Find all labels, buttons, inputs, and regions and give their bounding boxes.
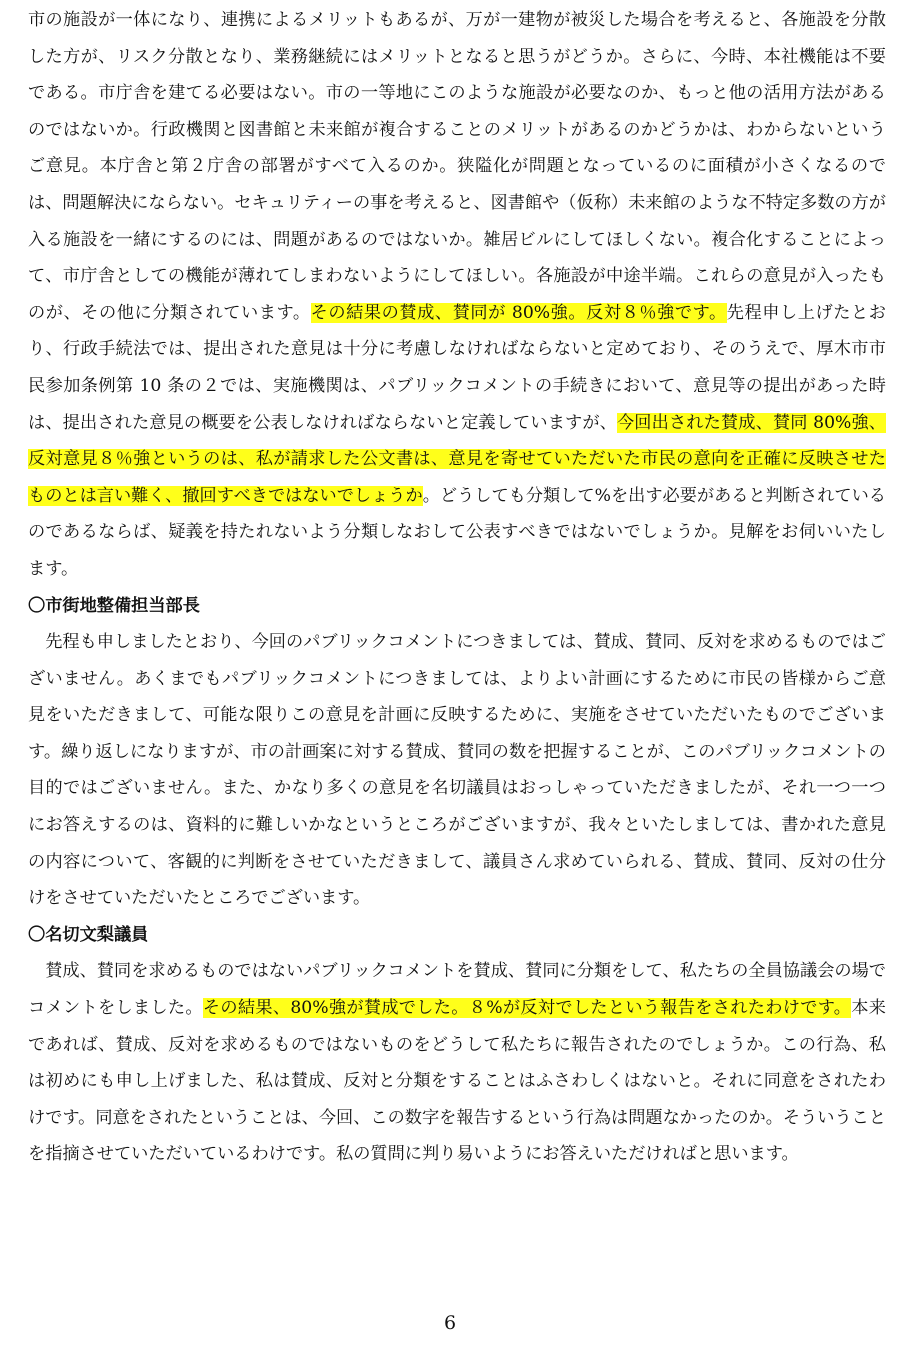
page-content [28, 2, 886, 1173]
highlight-reported-result: その結果、80%強が賛成でした。８%が反対でしたという報告をされたわけです。 [202, 998, 852, 1019]
paragraph-councilor-question [28, 953, 886, 1173]
paragraph1-text2: 先程申し上げたとおり、行政手続法では、提出された意見は十分に考慮しなければならないと定めており、そのうえで、厚木市市民参加条例第 10 条の２では、実施機関は、パブリックコメントの手続きにおいて、意見等の提出があった時は、提出された意見の概要を公表しなければならないと定義していますが、 [28, 302, 886, 433]
highlight-withdraw-request: 今回出された賛成、賛同 80%強、反対意見８％強というのは、私が請求した公文書は、意見を寄せていただいた市民の意向を正確に反映させたものとは言い難く、撤回すべきではないでしょうか [28, 412, 886, 506]
paragraph1-text3: 。どうしても分類して%を出す必要があると判断されているのであるならば、疑義を持たれないよう分類しなおして公表すべきではないでしょうか。見解をお伺いいたします。 [28, 485, 886, 579]
paragraph3-text2: 本来であれば、賛成、反対を求めるものではないものをどうして私たちに報告されたのでしょうか。この行為、私は初めにも申し上げました、私は賛成、反対と分類をすることはふさわしくはないと。それに同意をされたわけです。同意をされたということは、今回、この数字を報告するという行為は問題なかったのか。そういうことを指摘させていただいているわけです。私の質問に判り易いようにお答えいただければと思います。 [28, 998, 887, 1165]
speaker-heading-director: 〇市街地整備担当部長 [28, 595, 200, 616]
paragraph-director-answer: 先程も申しましたとおり、今回のパブリックコメントにつきましては、賛成、賛同、反対を求めるものではございません。あくまでもパブリックコメントにつきましては、よりよい計画にするために市民の皆様からご意見をいただきまして、可能な限りこの意見を計画に反映するために、実施をさせていただいたものでございます。繰り返しになりますが、市の計画案に対する賛成、賛同の数を把握することが、このパブリックコメントの目的ではございません。また、かなり多くの意見を名切議員はおっしゃっていただきましたが、それ一つ一つにお答えするのは、資料的に難しいかなというところがございますが、我々といたしましては、書かれた意見の内容について、客観的に判断をさせていただきまして、議員さん求めていられる、賛成、賛同、反対の仕分けをさせていただいたところでございます。 [28, 632, 886, 909]
paragraph-question-continued [28, 2, 886, 588]
highlight-result-percent: その結果の賛成、賛同が 80%強。反対８％強です。 [310, 302, 727, 323]
speaker-heading-councilor: 〇名切文梨議員 [28, 924, 149, 945]
paragraph3-text1: 賛成、賛同を求めるものではないパブリックコメントを賛成、賛同に分類をして、私たちの全員協議会の場でコメントをしました。 [28, 961, 886, 1019]
page-number: 6 [443, 1312, 457, 1334]
paragraph1-text1: 市の施設が一体になり、連携によるメリットもあるが、万が一建物が被災した場合を考えると、各施設を分散した方が、リスク分散となり、業務継続にはメリットとなると思うがどうか。さらに、今時、本社機能は不要である。市庁舎を建てる必要はない。市の一等地にこのような施設が必要なのか、もっと他の活用方法があるのではないか。行政機関と図書館と未来館が複合することのメリットがあるのかどうかは、わからないというご意見。本庁舎と第２庁舎の部署がすべて入るのか。狭隘化が問題となっているのに面積が小さくなるのでは、問題解決にならない。セキュリティーの事を考えると、図書館や（仮称）未来館のような不特定多数の方が入る施設を一緒にするのには、問題があるのではないか。雑居ビルにしてほしくない。複合化することによって、市庁舎としての機能が薄れてしまわないようにしてほしい。各施設が中途半端。これらの意見が入ったものが、その他に分類されています。 [28, 10, 886, 323]
